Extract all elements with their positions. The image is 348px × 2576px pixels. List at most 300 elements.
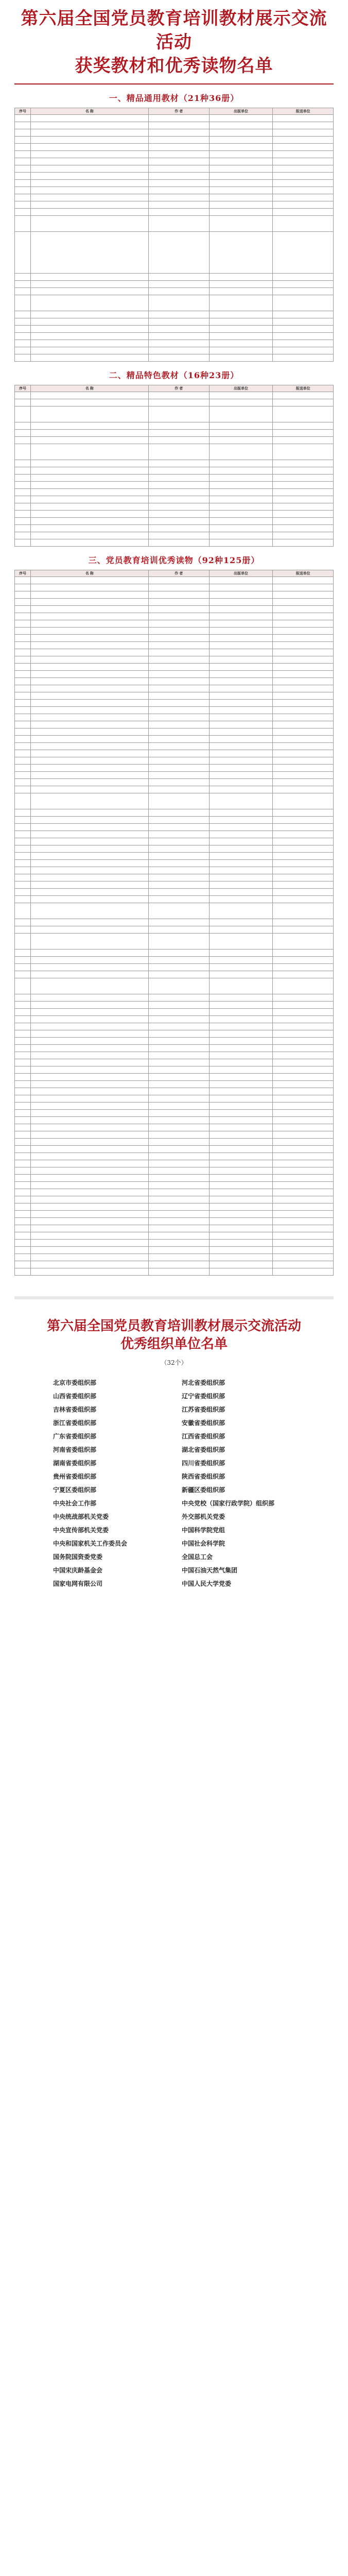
cell-title <box>30 1052 148 1059</box>
cell-unit <box>273 1037 334 1044</box>
cell-num <box>15 215 31 231</box>
cell-title <box>30 1131 148 1138</box>
cell-title <box>30 1181 148 1189</box>
table-row <box>15 325 334 332</box>
cell-unit <box>273 1131 334 1138</box>
cell-publisher <box>209 1153 273 1160</box>
table-row <box>15 158 334 165</box>
cell-publisher <box>209 1210 273 1217</box>
cell-num <box>15 742 31 750</box>
table-row <box>15 1174 334 1181</box>
cell-num <box>15 481 31 488</box>
cell-title <box>30 838 148 845</box>
table-row <box>15 584 334 591</box>
cell-publisher <box>209 949 273 956</box>
cell-title <box>30 670 148 677</box>
cell-num <box>15 114 31 122</box>
cell-publisher <box>209 524 273 532</box>
cell-author <box>148 685 209 692</box>
cell-author <box>148 742 209 750</box>
cell-author <box>148 467 209 474</box>
cell-unit <box>273 318 334 325</box>
table-header-row <box>15 385 334 392</box>
cell-author <box>148 1246 209 1253</box>
org-item: 贵州省委组织部 <box>53 1472 97 1480</box>
col-header-num: 序号 <box>15 570 31 577</box>
cell-publisher <box>209 114 273 122</box>
table-row <box>15 488 334 496</box>
cell-publisher <box>209 1073 273 1080</box>
cell-unit <box>273 1189 334 1196</box>
table-row <box>15 793 334 809</box>
cell-num <box>15 649 31 656</box>
table-row <box>15 422 334 429</box>
org-item: 湖北省委组织部 <box>182 1446 225 1453</box>
cell-title <box>30 584 148 591</box>
cell-unit <box>273 577 334 584</box>
cell-num <box>15 591 31 598</box>
cell-title <box>30 1088 148 1095</box>
cell-unit <box>273 613 334 620</box>
cell-unit <box>273 1246 334 1253</box>
cell-author <box>148 295 209 311</box>
cell-author <box>148 994 209 1001</box>
cell-publisher <box>209 1102 273 1109</box>
table-row <box>15 816 334 823</box>
cell-unit <box>273 933 334 949</box>
cell-unit <box>273 208 334 215</box>
cell-author <box>148 165 209 172</box>
cell-publisher <box>209 280 273 287</box>
cell-unit <box>273 845 334 852</box>
table-row <box>15 1217 334 1225</box>
table-row <box>15 340 334 347</box>
cell-title <box>30 933 148 949</box>
table-row <box>15 963 334 971</box>
table-row <box>15 273 334 280</box>
cell-num <box>15 1088 31 1095</box>
cell-author <box>148 778 209 786</box>
cell-unit <box>273 311 334 318</box>
cell-publisher <box>209 895 273 903</box>
cell-unit <box>273 1008 334 1015</box>
cell-publisher <box>209 347 273 354</box>
cell-publisher <box>209 1239 273 1246</box>
cell-title <box>30 1066 148 1073</box>
cell-author <box>148 136 209 143</box>
cell-title <box>30 677 148 685</box>
award-units-title-line1: 第六届全国党员教育培训教材展示交流活动 <box>46 1318 301 1333</box>
cell-author <box>148 1253 209 1261</box>
table-row <box>15 831 334 838</box>
cell-unit <box>273 510 334 517</box>
cell-author <box>148 1189 209 1196</box>
cell-unit <box>273 771 334 778</box>
cell-title <box>30 1253 148 1261</box>
cell-unit <box>273 172 334 179</box>
table-row <box>15 332 334 340</box>
cell-title <box>30 1073 148 1080</box>
table-row <box>15 280 334 287</box>
org-item: 河北省委组织部 <box>182 1379 225 1386</box>
cell-author <box>148 1015 209 1023</box>
cell-title <box>30 510 148 517</box>
table-row <box>15 699 334 706</box>
cell-num <box>15 136 31 143</box>
cell-author <box>148 1088 209 1095</box>
cell-title <box>30 888 148 895</box>
cell-num <box>15 1116 31 1124</box>
col-header-title: 名 称 <box>30 108 148 114</box>
cell-author <box>148 332 209 340</box>
cell-unit <box>273 764 334 771</box>
cell-author <box>148 598 209 605</box>
page-title <box>14 7 334 78</box>
table-row <box>15 496 334 503</box>
section-table-body-2 <box>15 392 334 546</box>
cell-publisher <box>209 481 273 488</box>
cell-author <box>148 1261 209 1268</box>
cell-title <box>30 231 148 273</box>
cell-unit <box>273 895 334 903</box>
section-heading-2: 二、精品特色教材（16种23册） <box>109 370 239 380</box>
cell-publisher <box>209 933 273 949</box>
cell-unit <box>273 1015 334 1023</box>
cell-author <box>148 460 209 467</box>
cell-num <box>15 1225 31 1232</box>
cell-unit <box>273 1225 334 1232</box>
cell-publisher <box>209 340 273 347</box>
cell-title <box>30 685 148 692</box>
cell-author <box>148 764 209 771</box>
cell-publisher <box>209 926 273 933</box>
cell-author <box>148 881 209 888</box>
cell-num <box>15 1066 31 1073</box>
cell-publisher <box>209 429 273 436</box>
cell-unit <box>273 809 334 816</box>
cell-publisher <box>209 1174 273 1181</box>
cell-author <box>148 1153 209 1160</box>
table-row <box>15 895 334 903</box>
cell-author <box>148 933 209 949</box>
cell-unit <box>273 786 334 793</box>
cell-publisher <box>209 392 273 399</box>
cell-title <box>30 287 148 295</box>
table-row <box>15 1030 334 1037</box>
table-row <box>15 1095 334 1102</box>
cell-title <box>30 208 148 215</box>
cell-title <box>30 422 148 429</box>
cell-title <box>30 706 148 714</box>
table-row <box>15 215 334 231</box>
org-item: 中国科学院党组 <box>182 1526 225 1534</box>
cell-unit <box>273 287 334 295</box>
cell-num <box>15 392 31 399</box>
table-row <box>15 136 334 143</box>
col-header-author: 作 者 <box>148 570 209 577</box>
table-row <box>15 670 334 677</box>
cell-title <box>30 859 148 867</box>
cell-unit <box>273 714 334 721</box>
cell-unit <box>273 1030 334 1037</box>
award-units-section <box>14 1296 334 1590</box>
org-item: 国家电网有限公司 <box>53 1580 103 1587</box>
cell-title <box>30 1196 148 1203</box>
cell-author <box>148 150 209 158</box>
cell-publisher <box>209 838 273 845</box>
cell-publisher <box>209 956 273 963</box>
cell-num <box>15 809 31 816</box>
cell-author <box>148 926 209 933</box>
cell-num <box>15 1210 31 1217</box>
cell-author <box>148 503 209 510</box>
cell-author <box>148 963 209 971</box>
cell-author <box>148 757 209 764</box>
cell-unit <box>273 778 334 786</box>
org-item: 中国石油天然气集团 <box>182 1566 238 1574</box>
cell-num <box>15 692 31 699</box>
cell-num <box>15 354 31 361</box>
cell-num <box>15 919 31 926</box>
table-row <box>15 677 334 685</box>
cell-author <box>148 699 209 706</box>
table-row <box>15 656 334 663</box>
cell-unit <box>273 295 334 311</box>
table-row <box>15 1124 334 1131</box>
cell-unit <box>273 158 334 165</box>
cell-num <box>15 949 31 956</box>
cell-unit <box>273 1145 334 1153</box>
cell-title <box>30 692 148 699</box>
cell-num <box>15 1160 31 1167</box>
cell-unit <box>273 926 334 933</box>
table-row <box>15 933 334 949</box>
cell-publisher <box>209 771 273 778</box>
cell-title <box>30 194 148 201</box>
cell-publisher <box>209 735 273 742</box>
section-table-3 <box>14 570 334 1276</box>
cell-author <box>148 670 209 677</box>
cell-unit <box>273 663 334 670</box>
cell-title <box>30 1037 148 1044</box>
cell-author <box>148 481 209 488</box>
cell-title <box>30 280 148 287</box>
cell-publisher <box>209 517 273 524</box>
org-item: 中国社会科学院 <box>182 1539 225 1547</box>
cell-author <box>148 786 209 793</box>
cell-author <box>148 692 209 699</box>
cell-unit <box>273 956 334 963</box>
cell-publisher <box>209 591 273 598</box>
cell-unit <box>273 187 334 194</box>
cell-unit <box>273 728 334 735</box>
cell-publisher <box>209 406 273 422</box>
cell-unit <box>273 1095 334 1102</box>
cell-title <box>30 1153 148 1160</box>
cell-author <box>148 971 209 978</box>
cell-unit <box>273 280 334 287</box>
cell-unit <box>273 332 334 340</box>
org-item: 江苏省委组织部 <box>182 1405 225 1413</box>
table-row <box>15 859 334 867</box>
cell-publisher <box>209 577 273 584</box>
cell-title <box>30 1023 148 1030</box>
cell-unit <box>273 1261 334 1268</box>
cell-title <box>30 823 148 831</box>
table-row <box>15 1181 334 1189</box>
cell-title <box>30 605 148 613</box>
cell-unit <box>273 340 334 347</box>
cell-author <box>148 874 209 881</box>
cell-author <box>148 771 209 778</box>
table-row <box>15 634 334 641</box>
cell-publisher <box>209 208 273 215</box>
cell-title <box>30 332 148 340</box>
table-row <box>15 978 334 994</box>
table-row <box>15 1023 334 1030</box>
cell-author <box>148 406 209 422</box>
cell-author <box>148 1160 209 1167</box>
cell-publisher <box>209 1160 273 1167</box>
cell-unit <box>273 859 334 867</box>
cell-title <box>30 591 148 598</box>
cell-author <box>148 1044 209 1052</box>
cell-publisher <box>209 605 273 613</box>
cell-unit <box>273 649 334 656</box>
cell-publisher <box>209 172 273 179</box>
cell-num <box>15 577 31 584</box>
cell-unit <box>273 1001 334 1008</box>
org-item: 陕西省委组织部 <box>182 1472 225 1480</box>
table-row <box>15 524 334 532</box>
cell-title <box>30 429 148 436</box>
cell-author <box>148 641 209 649</box>
page-title-line1: 第六届全国党员教育培训教材展示交流活动 <box>21 9 327 52</box>
cell-unit <box>273 699 334 706</box>
cell-publisher <box>209 1181 273 1189</box>
cell-num <box>15 1232 31 1239</box>
cell-unit <box>273 460 334 467</box>
cell-num <box>15 325 31 332</box>
cell-author <box>148 539 209 546</box>
cell-unit <box>273 1059 334 1066</box>
col-header-unit: 报送单位 <box>273 570 334 577</box>
cell-num <box>15 496 31 503</box>
table-row <box>15 956 334 963</box>
cell-publisher <box>209 778 273 786</box>
award-units-count: （32个） <box>161 1359 187 1366</box>
cell-unit <box>273 1196 334 1203</box>
cell-num <box>15 295 31 311</box>
cell-author <box>148 208 209 215</box>
cell-unit <box>273 1109 334 1116</box>
cell-num <box>15 1030 31 1037</box>
cell-title <box>30 867 148 874</box>
cell-unit <box>273 881 334 888</box>
cell-num <box>15 1253 31 1261</box>
cell-publisher <box>209 1253 273 1261</box>
cell-title <box>30 406 148 422</box>
cell-num <box>15 1124 31 1131</box>
cell-num <box>15 187 31 194</box>
cell-title <box>30 903 148 919</box>
cell-title <box>30 663 148 670</box>
cell-num <box>15 150 31 158</box>
cell-unit <box>273 488 334 496</box>
table-row <box>15 1232 334 1239</box>
table-row <box>15 1196 334 1203</box>
table-row <box>15 1203 334 1210</box>
cell-title <box>30 1116 148 1124</box>
cell-unit <box>273 1253 334 1261</box>
cell-publisher <box>209 136 273 143</box>
cell-num <box>15 422 31 429</box>
cell-publisher <box>209 1145 273 1153</box>
table-row <box>15 201 334 208</box>
cell-publisher <box>209 231 273 273</box>
cell-publisher <box>209 354 273 361</box>
cell-title <box>30 649 148 656</box>
cell-unit <box>273 823 334 831</box>
cell-title <box>30 963 148 971</box>
cell-publisher <box>209 656 273 663</box>
cell-title <box>30 136 148 143</box>
cell-publisher <box>209 786 273 793</box>
cell-publisher <box>209 584 273 591</box>
table-row <box>15 179 334 187</box>
cell-author <box>148 949 209 956</box>
cell-author <box>148 1116 209 1124</box>
cell-num <box>15 467 31 474</box>
cell-title <box>30 444 148 460</box>
org-item: 山西省委组织部 <box>53 1392 97 1400</box>
cell-num <box>15 598 31 605</box>
cell-unit <box>273 444 334 460</box>
cell-author <box>148 1203 209 1210</box>
cell-publisher <box>209 467 273 474</box>
table-row <box>15 949 334 956</box>
cell-title <box>30 158 148 165</box>
cell-unit <box>273 1088 334 1095</box>
table-row <box>15 764 334 771</box>
table-row <box>15 1268 334 1275</box>
cell-unit <box>273 1052 334 1059</box>
table-row <box>15 867 334 874</box>
cell-num <box>15 584 31 591</box>
cell-num <box>15 517 31 524</box>
cell-unit <box>273 532 334 539</box>
cell-title <box>30 503 148 510</box>
cell-num <box>15 429 31 436</box>
org-item: 外交部机关党委 <box>182 1513 225 1520</box>
cell-unit <box>273 1073 334 1080</box>
cell-num <box>15 874 31 881</box>
table-row <box>15 474 334 481</box>
section-table-body-1 <box>15 114 334 361</box>
table-row <box>15 311 334 318</box>
table-row <box>15 1001 334 1008</box>
table-row <box>15 714 334 721</box>
table-row <box>15 1088 334 1095</box>
col-header-unit: 报送单位 <box>273 385 334 392</box>
cell-unit <box>273 1217 334 1225</box>
cell-publisher <box>209 287 273 295</box>
cell-publisher <box>209 845 273 852</box>
cell-publisher <box>209 1189 273 1196</box>
cell-num <box>15 1037 31 1044</box>
cell-num <box>15 978 31 994</box>
cell-publisher <box>209 273 273 280</box>
